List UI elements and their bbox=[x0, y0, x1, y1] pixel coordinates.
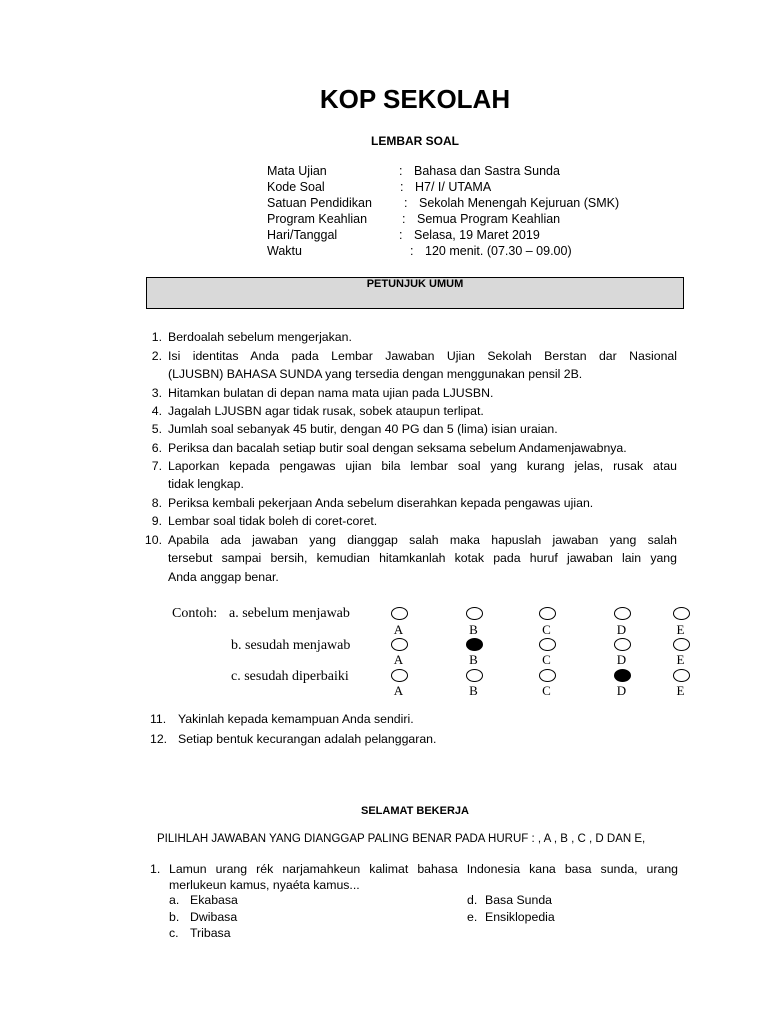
list-number: 12. bbox=[150, 732, 168, 746]
petunjuk-title: PETUNJUK UMUM bbox=[366, 278, 464, 290]
list-item-cont: tersebut sampai bersih, kemudian hitamkanlah kotak pada huruf jawaban lain yang bbox=[168, 551, 677, 565]
info-sep: : bbox=[402, 212, 406, 226]
question-number: 1. bbox=[150, 862, 161, 876]
option-letter: b. bbox=[169, 910, 180, 924]
option-text: Tribasa bbox=[190, 926, 231, 940]
list-item: Hitamkan bulatan di depan nama mata ujian pada LJUSBN. bbox=[168, 386, 494, 400]
answer-bubble bbox=[391, 669, 408, 682]
option-letter: a. bbox=[169, 893, 180, 907]
bubble-letter: B bbox=[469, 622, 478, 637]
list-number: 5. bbox=[151, 422, 162, 436]
answer-bubble bbox=[539, 669, 556, 682]
bubble-letter: D bbox=[616, 683, 627, 698]
option-text: Dwibasa bbox=[190, 910, 238, 924]
page-subtitle: LEMBAR SOAL bbox=[371, 134, 459, 148]
answer-bubble bbox=[673, 607, 690, 620]
info-label: Program Keahlian bbox=[267, 212, 368, 226]
info-sep: : bbox=[410, 244, 414, 258]
answer-bubble bbox=[539, 638, 556, 651]
bubble-letter: E bbox=[676, 652, 685, 667]
info-label: Kode Soal bbox=[267, 180, 325, 194]
answer-bubble bbox=[391, 607, 408, 620]
info-label: Satuan Pendidikan bbox=[267, 196, 372, 210]
bubble-letter: B bbox=[469, 652, 478, 667]
option-text: Ekabasa bbox=[190, 893, 238, 907]
bubble-letter: C bbox=[542, 683, 551, 698]
list-item: Laporkan kepada pengawas ujian bila lembar soal yang kurang jelas, rusak atau bbox=[168, 459, 677, 473]
contoh-row-label: c. sesudah diperbaiki bbox=[231, 669, 349, 684]
info-sep: : bbox=[399, 164, 403, 178]
bubble-letter: B bbox=[469, 683, 478, 698]
list-number: 2. bbox=[151, 349, 162, 363]
bubble-letter: E bbox=[676, 683, 685, 698]
answer-bubble bbox=[466, 607, 483, 620]
list-item-cont: (LJUSBN) BAHASA SUNDA yang tersedia dengan menggunakan pensil 2B. bbox=[168, 367, 583, 381]
contoh-row-label: b. sesudah menjawab bbox=[231, 638, 351, 653]
info-value: H7/ I/ UTAMA bbox=[415, 180, 492, 194]
info-label: Waktu bbox=[267, 244, 302, 258]
list-item: Lembar soal tidak boleh di coret-coret. bbox=[168, 514, 378, 528]
bubble-letter: A bbox=[393, 652, 404, 667]
option-text: Basa Sunda bbox=[485, 893, 553, 907]
list-number: 3. bbox=[151, 386, 162, 400]
info-label: Mata Ujian bbox=[267, 164, 327, 178]
bubble-letter: A bbox=[393, 683, 404, 698]
list-item: Apabila ada jawaban yang dianggap salah maka hapuslah jawaban yang salah bbox=[168, 533, 677, 547]
list-item-cont: tidak lengkap. bbox=[168, 477, 244, 491]
answer-bubble bbox=[614, 669, 631, 682]
list-item: Isi identitas Anda pada Lembar Jawaban Ujian Sekolah Berstan dar Nasional bbox=[168, 349, 677, 363]
petunjuk-header-box bbox=[146, 277, 684, 309]
info-sep: : bbox=[404, 196, 408, 210]
list-number: 7. bbox=[151, 459, 162, 473]
list-item: Berdoalah sebelum mengerjakan. bbox=[168, 330, 352, 344]
answer-bubble bbox=[614, 638, 631, 651]
bubble-letter: E bbox=[676, 622, 685, 637]
list-number: 11. bbox=[150, 712, 167, 726]
info-value: Sekolah Menengah Kejuruan (SMK) bbox=[419, 196, 620, 210]
list-item: Jagalah LJUSBN agar tidak rusak, sobek ataupun terlipat. bbox=[168, 404, 484, 418]
option-letter: e. bbox=[467, 910, 478, 924]
question-text-cont: merlukeun kamus, nyaéta kamus... bbox=[169, 878, 360, 892]
list-item: Yakinlah kepada kemampuan Anda sendiri. bbox=[178, 712, 414, 726]
list-item: Setiap bentuk kecurangan adalah pelanggaran. bbox=[178, 732, 437, 746]
list-item: Jumlah soal sebanyak 45 butir, dengan 40 PG dan 5 (lima) isian uraian. bbox=[168, 422, 558, 436]
bubble-letter: C bbox=[542, 622, 551, 637]
bubble-letter: D bbox=[616, 622, 627, 637]
answer-bubble bbox=[391, 638, 408, 651]
bubble-letter: A bbox=[393, 622, 404, 637]
info-value: Bahasa dan Sastra Sunda bbox=[414, 164, 560, 178]
info-sep: : bbox=[399, 228, 403, 242]
list-number: 9. bbox=[151, 514, 162, 528]
list-number: 1. bbox=[151, 330, 162, 344]
list-number: 6. bbox=[151, 441, 162, 455]
info-value: 120 menit. (07.30 – 09.00) bbox=[425, 244, 572, 258]
list-item: Periksa dan bacalah setiap butir soal dengan seksama sebelum Andamenjawabnya. bbox=[168, 441, 627, 455]
info-sep: : bbox=[400, 180, 404, 194]
contoh-row-label: a. sebelum menjawab bbox=[229, 606, 350, 621]
answer-bubble bbox=[673, 669, 690, 682]
closing-text: SELAMAT BEKERJA bbox=[361, 805, 469, 817]
info-label: Hari/Tanggal bbox=[267, 228, 338, 242]
list-item-cont: Anda anggap benar. bbox=[168, 570, 279, 584]
info-value: Semua Program Keahlian bbox=[417, 212, 561, 226]
info-value: Selasa, 19 Maret 2019 bbox=[414, 228, 540, 242]
answer-bubble bbox=[539, 607, 556, 620]
answer-bubble bbox=[466, 669, 483, 682]
list-item: Periksa kembali pekerjaan Anda sebelum diserahkan kepada pengawas ujian. bbox=[168, 496, 594, 510]
question-text: Lamun urang rék narjamahkeun kalimat bahasa Indonesia kana basa sunda, urang bbox=[169, 862, 678, 876]
list-number: 10. bbox=[144, 533, 162, 547]
answer-instruction: PILIHLAH JAWABAN YANG DIANGGAP PALING BENAR PADA HURUF : , A , B , C , D DAN E, bbox=[157, 833, 646, 845]
page-title: KOP SEKOLAH bbox=[319, 84, 511, 114]
option-letter: c. bbox=[169, 926, 179, 940]
option-text: Ensiklopedia bbox=[485, 910, 555, 924]
contoh-label: Contoh: bbox=[172, 606, 218, 621]
option-letter: d. bbox=[467, 893, 478, 907]
bubble-letter: C bbox=[542, 652, 551, 667]
answer-bubble bbox=[466, 638, 483, 651]
bubble-letter: D bbox=[616, 652, 627, 667]
list-number: 4. bbox=[151, 404, 162, 418]
list-number: 8. bbox=[151, 496, 162, 510]
answer-bubble bbox=[673, 638, 690, 651]
answer-bubble bbox=[614, 607, 631, 620]
